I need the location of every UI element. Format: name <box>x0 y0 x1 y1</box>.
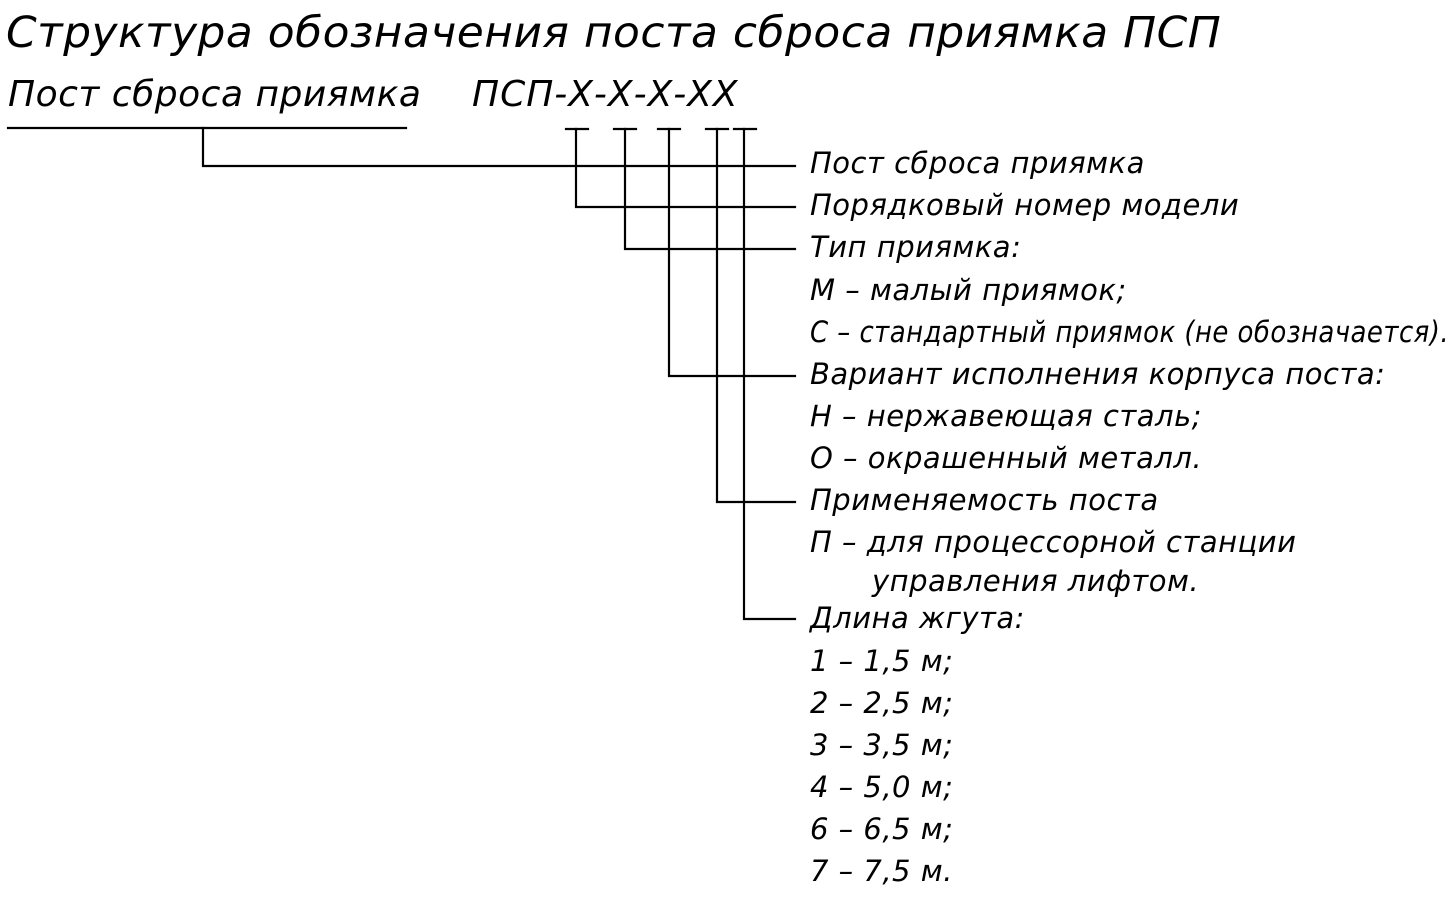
option-stainless: Н – нержавеющая сталь; <box>810 399 1202 433</box>
option-processor-station-cont: управления лифтом. <box>872 564 1200 598</box>
leader-type <box>625 129 795 249</box>
label-body-variant: Вариант исполнения корпуса поста: <box>810 357 1386 391</box>
leader-length <box>744 129 795 619</box>
option-length-2: 2 – 2,5 м; <box>810 686 954 720</box>
diagram-title: Структура обозначения поста сброса приямка ПСП <box>6 8 1222 58</box>
label-usage: Применяемость поста <box>810 483 1159 517</box>
label-pit-type: Тип приямка: <box>810 230 1022 264</box>
product-name-label: Пост сброса приямка <box>8 74 422 115</box>
leader-model <box>576 129 795 207</box>
designation-code: ПСП-Х-Х-Х-ХХ <box>472 74 739 115</box>
label-product: Пост сброса приямка <box>810 146 1145 180</box>
leader-usage <box>717 129 795 502</box>
leader-product <box>203 128 795 166</box>
option-length-4: 4 – 5,0 м; <box>810 770 954 804</box>
label-model-number: Порядковый номер модели <box>810 188 1240 222</box>
option-length-3: 3 – 3,5 м; <box>810 728 954 762</box>
option-standard-pit: С – стандартный приямок (не обозначается). <box>810 315 1450 349</box>
option-length-1: 1 – 1,5 м; <box>810 644 954 678</box>
option-length-6: 6 – 6,5 м; <box>810 812 954 846</box>
option-length-7: 7 – 7,5 м. <box>810 854 953 888</box>
option-small-pit: М – малый приямок; <box>810 273 1127 307</box>
option-processor-station: П – для процессорной станции <box>810 525 1297 559</box>
option-painted: О – окрашенный металл. <box>810 441 1203 475</box>
label-harness-length: Длина жгута: <box>810 601 1025 635</box>
